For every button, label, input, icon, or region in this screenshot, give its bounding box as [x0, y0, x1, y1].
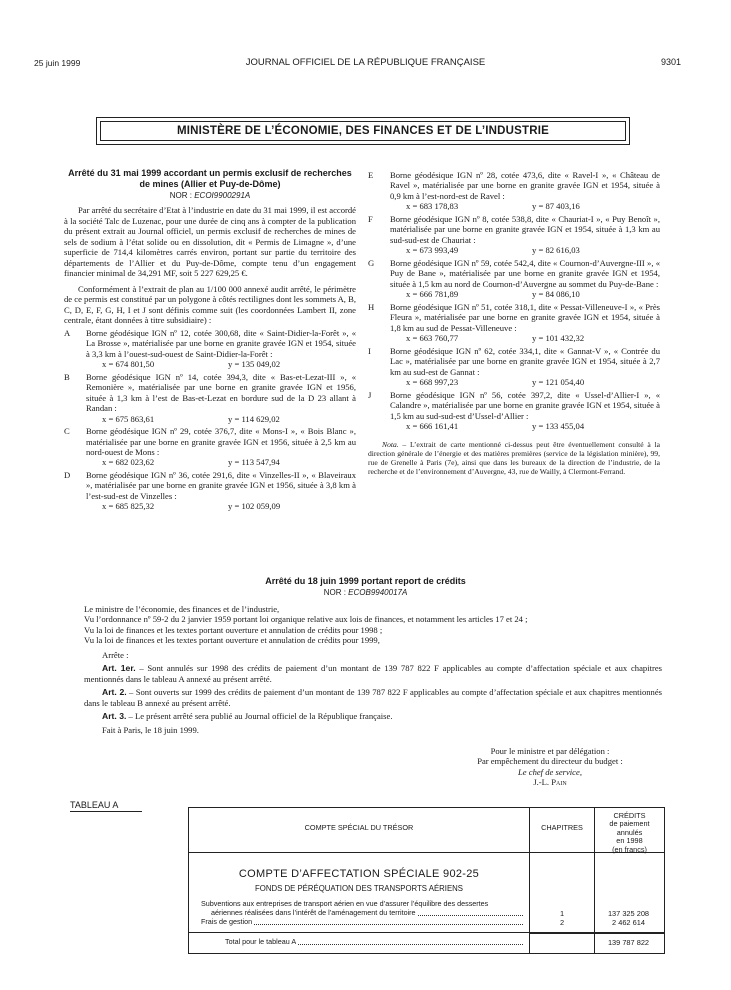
arrete-word: Arrête : [102, 649, 129, 660]
total-montant: 139 787 822 [607, 938, 650, 947]
nor-code: ECOB9940017A [348, 588, 408, 597]
article-text: – Le présent arrêté sera publié au Journal officiel de la République française. [126, 711, 393, 722]
tableau-a-label: TABLEAU A [70, 800, 119, 810]
point-coords [368, 377, 660, 387]
coord-y: y = 101 432,32 [532, 333, 585, 344]
nor-code: ECOI9900291A [194, 190, 251, 200]
arrete1-para1: Par arrêté du secrétaire d’Etat à l’industrie en date du 31 mai 1999, il est accordé à la société Talc de Luzenac, pour une durée de cinq ans à compter de la publication du présent extrait au Journal officiel, un permis exclusif de recherches de mines de sels de sodium à l’état solide ou en dissolution, dit « Permis de Limagne », d’une superficie de 714,4 kilomètres carrés environ, portant sur partie du territoire des départements de l’Allier et du Puy-de-Dôme, compte tenu d’un engagement financier minimal de 34,291 MF, soit 5 227 629,25 €. [64, 205, 356, 279]
point-letter: E [368, 170, 374, 180]
article-label: Art. 1er. [102, 663, 136, 674]
point-text: Borne géodésique IGN nº 36, cotée 291,6, dite « Vinzelles-II », « Blaveiraux », matérialisée par une borne en granite gravée IGN et 1956, située à 3,8 km à l’est-sud-est de Vinzelles : [86, 469, 356, 501]
point-g [368, 258, 660, 289]
coord-y: y = 135 049,02 [228, 359, 281, 370]
point-d [64, 470, 356, 501]
total-text: Total pour le tableau A [225, 937, 297, 946]
credits-line: (en francs) [612, 844, 647, 854]
arrete2-nor [0, 588, 731, 598]
article-text: – Sont annulés sur 1998 des crédits de paiement d’un montant de 139 787 822 F applicables au compte d’affectation spéciale et aux chapitres mentionnés dans le tableau A annexé au présent arrêté. [84, 663, 662, 684]
coord-y: y = 133 455,04 [532, 421, 585, 432]
ministry-title: MINISTÈRE DE L’ÉCONOMIE, DES FINANCES ET DE L’INDUSTRIE [100, 121, 626, 141]
point-text: Borne géodésique IGN nº 29, cotée 376,7, dite « Mons-I », « Bois Blanc », matérialisée par une borne en granite gravée IGN et 1956, située à 2,5 km au nord-ouest de Mons : [86, 426, 356, 457]
article-1 [84, 663, 662, 684]
point-coords [64, 457, 356, 467]
point-j [368, 390, 660, 421]
coord-y: y = 84 086,10 [532, 289, 580, 300]
account-title: COMPTE D’AFFECTATION SPÉCIALE 902-25 [238, 868, 480, 880]
coord-x: x = 674 801,50 [102, 359, 155, 370]
sign-line: Par empêchement du directeur du budget : [477, 756, 623, 767]
sign-line: Le chef de service, [518, 766, 582, 777]
point-letter: A [64, 327, 71, 338]
coord-x: x = 663 760,77 [406, 333, 459, 344]
point-letter: G [368, 257, 375, 268]
sign-line: Pour le ministre et par délégation : [490, 746, 610, 756]
point-text: Borne géodésique IGN nº 62, cotée 334,1, dite « Gannat-V », « Contrée du Lac », matérialisée par une borne en granite gravée IGN et 1954, située à 2,7 km au sud-est de Gannat : [390, 345, 660, 377]
account-subtitle: FONDS DE PÉRÉQUATION DES TRANSPORTS AÉRIENS [255, 884, 463, 893]
point-i [368, 346, 660, 377]
point-coords [368, 201, 660, 211]
point-letter: B [64, 371, 70, 382]
credits-line: en 1998 [616, 836, 643, 846]
article-3 [84, 711, 662, 721]
point-h [368, 302, 660, 333]
row-1-chapitre: 1 [559, 909, 565, 918]
table-divider [529, 933, 664, 934]
coord-y: y = 113 547,94 [228, 457, 280, 468]
arrete2-body [84, 604, 662, 735]
arrete1-column-right [368, 168, 660, 477]
coord-x: x = 682 023,62 [102, 457, 155, 468]
sign-name: J.-L. Pain [533, 777, 567, 788]
row-2-chapitre: 2 [559, 918, 565, 927]
table-divider [189, 852, 664, 853]
arrete1-note [368, 440, 660, 477]
coord-x: x = 673 993,49 [406, 245, 459, 256]
coord-y: y = 121 054,40 [532, 377, 585, 388]
col-header-chapitres: CHAPITRES [541, 823, 583, 832]
point-coords [368, 333, 660, 343]
points-list-left [64, 328, 356, 512]
leader-dots [298, 938, 523, 945]
row-2-label [201, 918, 523, 927]
point-coords [64, 501, 356, 511]
article-label: Art. 2. [102, 687, 127, 698]
visa-line: Le ministre de l’économie, des finances et de l’industrie, [84, 604, 280, 614]
point-coords [64, 359, 356, 369]
coord-x: x = 668 997,23 [406, 377, 459, 388]
point-coords [368, 289, 660, 299]
point-letter: J [368, 389, 372, 400]
points-list-right [368, 170, 660, 432]
coord-x: x = 683 178,83 [406, 201, 459, 212]
leader-dots [418, 909, 523, 916]
row-label-line: Subventions aux entreprises de transport aérien en vue d’assurer l’équilibre des dessertes [201, 899, 489, 908]
ministry-box [96, 117, 630, 145]
point-coords [368, 421, 660, 431]
credits-line: annulés [616, 827, 643, 837]
coord-y: y = 82 616,03 [532, 245, 580, 256]
article-text: – Sont ouverts sur 1999 des crédits de paiement d’un montant de 139 787 822 F applicables au compte d’affectation spéciale et aux chapitres mentionnés dans le tableau B annexé au présent arrêté. [84, 687, 663, 708]
point-text: Borne géodésique IGN nº 51, cotée 318,1, dite « Pessat-Villeneuve-I », « Près Fleura », matérialisée par une borne en granite gravée IGN et 1954, située à 1,8 km au sud de Pessat-Villeneuve : [390, 301, 660, 333]
note-text: – L’extrait de carte mentionné ci-dessus peut être éventuellement consulté à la direction générale de l’énergie et des matières premières (service de la législation minière), 99, rue de Grenelle à Paris (7e), ainsi que dans les bureaux de la direction de l’industrie, de la recherche et de l’environnement d’Auvergne, 43, rue de Wailly, à Clermont-Ferrand. [368, 439, 660, 477]
point-letter: I [368, 345, 371, 356]
point-text: Borne géodésique IGN nº 59, cotée 542,4, dite « Cournon-d’Auvergne-III », « Puy de Bane », matérialisée par une borne en granite gravée IGN et 1954, située à 1,5 km au nord de Cournon-d’Auvergne au sommet du Puy-de-Bane : [390, 257, 660, 289]
article-label: Art. 3. [102, 711, 127, 722]
coord-y: y = 102 059,09 [228, 501, 281, 512]
point-letter: C [64, 426, 70, 437]
header-date: 25 juin 1999 [34, 58, 81, 68]
arrete2-title: Arrêté du 18 juin 1999 portant report de crédits [265, 576, 466, 586]
coord-x: x = 685 825,32 [102, 501, 155, 512]
credits-line: CRÉDITS [613, 811, 646, 820]
point-text: Borne géodésique IGN nº 28, cotée 473,6, dite « Ravel-I », « Château de Ravel », matérialisée par une borne en granite gravée IGN et 1954, située à 0,9 km à l’est-nord-est de Ravel : [390, 170, 660, 201]
note-label: Nota. [382, 439, 399, 449]
point-f [368, 214, 660, 245]
tableau-a [188, 807, 665, 954]
coord-y: y = 114 629,02 [228, 413, 280, 424]
journal-title: JOURNAL OFFICIEL DE LA RÉPUBLIQUE FRANÇAISE [245, 57, 486, 68]
visa-line: Vu la loi de finances et les textes portant ouverture et annulation de crédits pour 1999, [84, 635, 380, 646]
point-e [368, 170, 660, 201]
point-text: Borne géodésique IGN nº 14, cotée 394,3, dite « Bas-et-Lezat-III », « Remonière », matérialisée par une borne en granite gravée IGN et 1956, située à 1,3 km à l’est de Bas-et-Lezat en bordure sud de la D 23 allant à Randan : [86, 371, 356, 414]
point-text: Borne géodésique IGN nº 12, cotée 300,68, dite « Saint-Didier-la-Forêt », « La Brosse », matérialisée par une borne en granite gravée IGN et 1954, située à 3,3 km à l’ouest-sud-ouest de Saint-Didier-la-Forêt : [86, 327, 356, 359]
point-coords [64, 414, 356, 424]
done-at: Fait à Paris, le 18 juin 1999. [102, 724, 199, 735]
point-letter: H [368, 301, 375, 312]
credits-line: de paiement [609, 819, 650, 829]
arrete1-column-left [64, 168, 356, 512]
point-coords [368, 245, 660, 255]
coord-y: y = 87 403,16 [532, 201, 580, 212]
coord-x: x = 675 863,61 [102, 413, 155, 424]
row-label-text: aériennes réalisées dans l’intérêt de l’aménagement du territoire [211, 907, 416, 917]
coord-x: x = 666 161,41 [406, 421, 459, 432]
total-label [225, 938, 523, 947]
col-header-compte: COMPTE SPÉCIAL DU TRÉSOR [304, 823, 414, 832]
point-letter: F [368, 213, 373, 224]
page-number: 9301 [660, 57, 681, 67]
arrete1-title: Arrêté du 31 mai 1999 accordant un permis exclusif de recherches de mines (Allier et Puy-de-Dôme) [68, 168, 352, 189]
row-2-montant: 2 462 614 [612, 918, 645, 927]
point-a [64, 328, 356, 359]
visa-line: Vu la loi de finances et les textes portant ouverture et annulation de crédits pour 1998 ; [84, 624, 383, 635]
nor-label: NOR : [169, 190, 192, 200]
signature-block [440, 746, 660, 788]
row-1-montant: 137 325 208 [607, 909, 650, 918]
leader-dots [254, 918, 523, 925]
tableau-label-underline [70, 811, 142, 812]
coord-x: x = 666 781,89 [406, 289, 459, 300]
point-text: Borne géodésique IGN nº 8, cotée 538,8, dite « Chauriat-I », « Puy Benoît », matérialisée par une borne en granite gravée IGN et 1954, située à 1,3 km au sud-sud-est de Chauriat : [390, 213, 660, 245]
arrete1-nor [64, 191, 356, 201]
visa-line: Vu l’ordonnance nº 59-2 du 2 janvier 1959 portant loi organique relative aux lois de finances, et notamment les articles 17 et 24 ; [84, 614, 528, 625]
arrete1-para2: Conformément à l’extrait de plan au 1/100 000 annexé audit arrêté, le périmètre de ce permis est constitué par un polygone à côtés rectilignes dont les sommets A, B, C, D, E, F, G, H, I et J sont définis comme suit (les coordonnées Lambert II, zone centrale, étant données à titre subsidiaire) : [64, 283, 356, 326]
row-1-label [201, 900, 523, 918]
nor-label: NOR : [323, 588, 346, 597]
point-letter: D [64, 469, 71, 480]
row-label-text: Frais de gestion [201, 917, 253, 926]
col-header-credits [595, 812, 664, 854]
article-2 [84, 687, 662, 708]
point-c [64, 426, 356, 457]
point-text: Borne géodésique IGN nº 56, cotée 397,2, dite « Ussel-d’Allier-I », « Calandre », matérialisée par une borne en granite gravée IGN et 1954, située à 1,5 km au sud-sud-est d’Ussel-d’Allier : [390, 389, 660, 421]
point-b [64, 372, 356, 414]
